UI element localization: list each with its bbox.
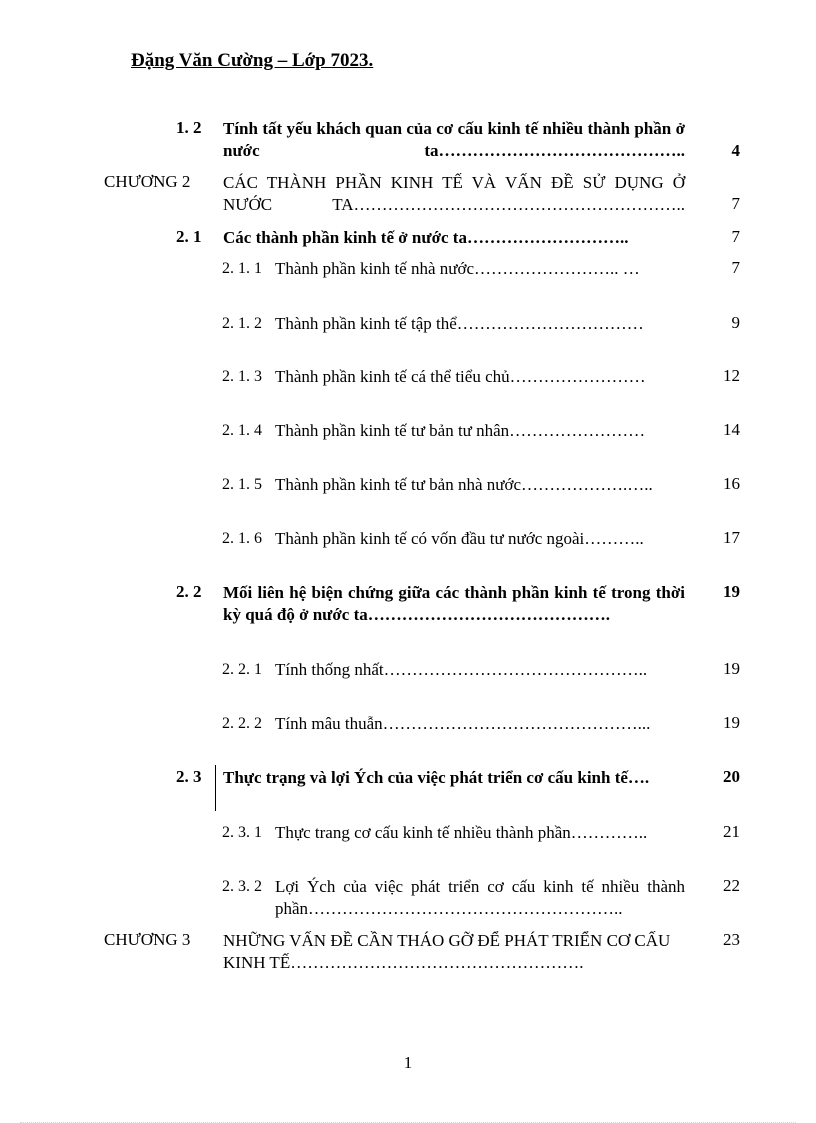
toc-entry-text: Thành phần kinh tế tư bản nhà nước……………….….. <box>275 475 653 494</box>
toc-sub-label: 2. 2. 2 <box>222 715 262 732</box>
text-cursor <box>215 765 216 811</box>
toc-entry-text: Thực trang cơ cấu kinh tế nhiều thành phần………….. <box>275 823 648 842</box>
toc-page: 19 <box>723 713 740 732</box>
toc-page: 7 <box>731 258 740 277</box>
toc-page: 12 <box>723 366 740 385</box>
toc-sub-label: 2. 1. 4 <box>222 422 262 439</box>
toc-sub-label: 2. 1. 5 <box>222 476 262 493</box>
toc-page: 14 <box>723 420 740 439</box>
toc-page: 7 <box>731 227 740 246</box>
toc-label: 2. 2 <box>176 582 202 601</box>
toc-page: 16 <box>723 474 740 493</box>
toc-label: 2. 1 <box>176 227 202 246</box>
toc-page: 19 <box>723 659 740 678</box>
toc-sub-label: 2. 1. 1 <box>222 260 262 277</box>
toc-entry-text: Tính tất yếu khách quan của cơ cấu kinh tế nhiều thành phần ở nước ta…………………………………….. <box>223 119 685 160</box>
toc-sub-label: 2. 2. 1 <box>222 661 262 678</box>
toc-page: 17 <box>723 528 740 547</box>
toc-page: 23 <box>723 930 740 949</box>
toc-label: 1. 2 <box>176 118 202 137</box>
toc-entry-text: Thành phần kinh tế nhà nước…………………….. … <box>275 259 640 278</box>
toc-sub-label: 2. 3. 2 <box>222 878 262 895</box>
toc-entry-text: Thành phần kinh tế có vốn đầu tư nước ngoài……….. <box>275 529 644 548</box>
toc-label: 2. 3 <box>176 767 202 786</box>
toc-entry-text: Tính mâu thuẫn………………………………………... <box>275 714 651 733</box>
toc-entry-text: Các thành phần kinh tế ở nước ta……………………….. <box>223 228 629 247</box>
toc-sub-label: 2. 1. 6 <box>222 530 262 547</box>
toc-entry-text: Tính thống nhất……………………………………….. <box>275 660 648 679</box>
toc-sub-label: 2. 3. 1 <box>222 824 262 841</box>
toc-chapter-label: CHƯƠNG 2 <box>104 172 191 191</box>
toc-entry-text: Thành phần kinh tế tư bản tư nhân…………………… <box>275 421 646 440</box>
page-number: 1 <box>403 1053 413 1072</box>
toc-sub-label: 2. 1. 3 <box>222 368 262 385</box>
toc-sub-label: 2. 1. 2 <box>222 315 262 332</box>
toc-page: 20 <box>723 767 740 786</box>
toc-entry-text: Thực trạng và lợi Ých của việc phát triển cơ cấu kinh tế…. <box>223 768 650 787</box>
toc-page: 22 <box>723 876 740 895</box>
toc-entry-text: Lợi Ých của việc phát triển cơ cấu kinh tế nhiều thành phần……………………………………………….. <box>275 877 685 918</box>
toc-page: 7 <box>731 194 740 213</box>
toc-page: 21 <box>723 822 740 841</box>
toc-entry-text: Thành phần kinh tế cá thể tiểu chủ…………………… <box>275 367 646 386</box>
toc-chapter-title: NHỮNG VẤN ĐỀ CẦN THÁO GỠ ĐỂ PHÁT TRIỂN CƠ CẤU KINH TẾ……………………………………………. <box>223 931 671 972</box>
toc-page: 19 <box>723 582 740 601</box>
toc-entry-text: Thành phần kinh tế tập thể…………………………… <box>275 314 644 333</box>
document-header: Đặng Văn Cường – Lớp 7023. <box>131 50 374 71</box>
toc-chapter-label: CHƯƠNG 3 <box>104 930 191 949</box>
toc-page: 4 <box>731 141 740 160</box>
toc-page: 9 <box>731 313 740 332</box>
toc-chapter-title: CÁC THÀNH PHẦN KINH TẾ VÀ VẤN ĐỀ SỬ DỤNG Ở NƯỚC TA………………………………………………….. <box>223 173 685 214</box>
toc-entry-text: Mối liên hệ biện chứng giữa các thành phần kinh tế trong thời kỳ quá độ ở nước ta……………………………………. <box>223 583 685 624</box>
